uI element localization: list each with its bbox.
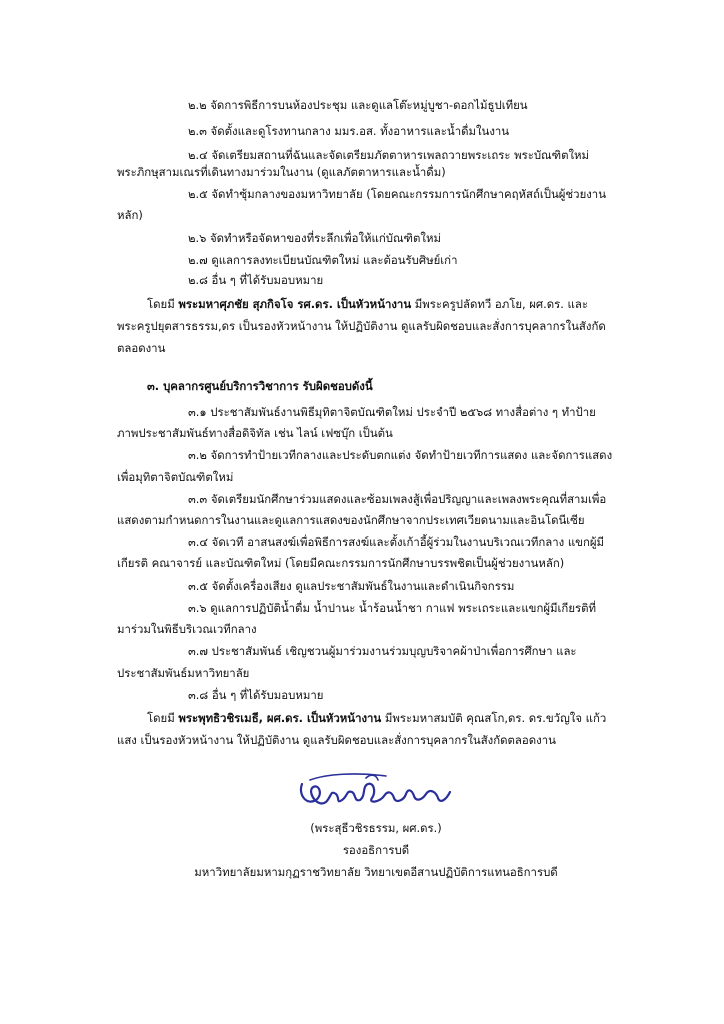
item-3-4-cont: เกียรติ คณาจารย์ และบัณฑิตใหม่ (โดยมีคณะกรรมการนักศึกษาบรรพชิตเป็นผู้ช่วยงานหลัก) xyxy=(117,556,565,570)
section2-lead-line2: พระครูปยุตสารธรรม,ดร เป็นรองหัวหน้างาน ให้ปฏิบัติงาน ดูแลรับผิดชอบและสั่งการบุคลากรในสังกัด xyxy=(117,319,606,333)
item-3-5: ๓.๕ จัดตั้งเครื่องเสียง ดูแลประชาสัมพันธ์ในงานและดำเนินกิจกรรม xyxy=(188,579,515,593)
section2-lead-rest: มีพระครูปลัดทวี อภโย, ผศ.ดร. และ xyxy=(411,297,588,311)
section3-lead-rest: มีพระมหาสมบัติ คุณสโก,ดร. ดร.ขวัญใจ แก้ว xyxy=(381,711,607,725)
item-2-6: ๒.๖ จัดทำหรือจัดหาของที่ระลึกเพื่อให้แก่บัณฑิตใหม่ xyxy=(188,231,441,245)
item-3-8: ๓.๘ อื่น ๆ ที่ได้รับมอบหมาย xyxy=(188,688,324,702)
item-2-3: ๒.๓ จัดตั้งและดูโรงทานกลาง มมร.อส. ทั้งอาหารและน้ำดื่มในงาน xyxy=(188,124,510,138)
signer-organization: มหาวิทยาลัยมหามกุฏราชวิทยาลัย วิทยาเขตอีสานปฏิบัติการแทนอธิการบดี xyxy=(194,865,558,879)
item-3-6: ๓.๖ ดูแลการปฏิบัติน้ำดื่ม น้ำปานะ น้ำร้อนน้ำชา กาแฟ พระเถระและแขกผู้มีเกียรติที่ xyxy=(188,601,597,615)
item-3-2: ๓.๒ จัดการทำป้ายเวทีกลางและประดับตกแต่ง จัดทำป้ายเวทีการแสดง และจัดการแสดง xyxy=(188,448,613,462)
item-3-1-cont: ภาพประชาสัมพันธ์ทางสื่อดิจิทัล เช่น ไลน์ เฟซบุ๊ก เป็นต้น xyxy=(117,426,393,440)
section2-head-name: พระมหาศุภชัย สุภกิจโจ รศ.ดร. เป็นหัวหน้างาน xyxy=(178,297,412,311)
signer-name: (พระสุธีวชิรธรรม, ผศ.ดร.) xyxy=(310,821,442,835)
item-3-2-cont: เพื่อมุทิตาจิตบัณฑิตใหม่ xyxy=(117,470,234,484)
item-2-4: ๒.๔ จัดเตรียมสถานที่ฉันและจัดเตรียมภัตตาหารเพลถวายพระเถระ พระบัณฑิตใหม่ xyxy=(188,148,590,162)
item-3-4: ๓.๔ จัดเวที อาสนสงฆ์เพื่อพิธีการสงฆ์และตั้งเก้าอี้ผู้ร่วมในงานบริเวณเวทีกลาง แขกผู้มี xyxy=(188,535,605,549)
item-2-4-cont: พระภิกษุสามเณรที่เดินทางมาร่วมในงาน (ดูแลภัตตาหารและน้ำดื่ม) xyxy=(117,165,446,179)
section3-lead xyxy=(147,710,606,726)
section2-lead xyxy=(147,296,588,312)
section3-lead-line2: แสง เป็นรองหัวหน้างาน ให้ปฏิบัติงาน ดูแลรับผิดชอบและสั่งการบุคลากรในสังกัดตลอดงาน xyxy=(117,733,556,747)
item-3-1: ๓.๑ ประชาสัมพันธ์งานพิธีมุทิตาจิตบัณฑิตใหม่ ประจำปี ๒๕๖๘ ทางสื่อต่าง ๆ ทำป้าย xyxy=(188,405,596,419)
item-2-8: ๒.๘ อื่น ๆ ที่ได้รับมอบหมาย xyxy=(188,273,324,287)
item-2-2: ๒.๒ จัดการพิธีการบนห้องประชุม และดูแลโต๊ะหมู่บูชา-ดอกไม้ธูปเทียน xyxy=(188,98,528,112)
section2-lead-line3: ตลอดงาน xyxy=(117,341,166,355)
item-3-7: ๓.๗ ประชาสัมพันธ์ เชิญชวนผู้มาร่วมงานร่วมบุญบริจาคผ้าป่าเพื่อการศึกษา และ xyxy=(188,644,577,658)
item-3-7-cont: ประชาสัมพันธ์มหาวิทยาลัย xyxy=(117,666,250,680)
section3-heading: ๓. บุคลากรศูนย์บริการวิชาการ รับผิดชอบดังนี้ xyxy=(147,379,373,393)
item-2-5-cont: หลัก) xyxy=(117,208,143,222)
handwritten-signature xyxy=(296,770,456,816)
item-3-6-cont: มาร่วมในพิธีบริเวณเวทีกลาง xyxy=(117,622,257,636)
item-3-3-cont: แสดงตามกำหนดการในงานและดูแลการแสดงของนักศึกษาจากประเทศเวียดนามและอินโดนีเซีย xyxy=(117,513,585,527)
item-3-3: ๓.๓ จัดเตรียมนักศึกษาร่วมแสดงและซ้อมเพลงสู้เพื่อปริญญาและเพลงพระคุณที่สามเพื่อ xyxy=(188,492,607,506)
section3-lead-prefix: โดยมี xyxy=(147,711,179,725)
item-2-5: ๒.๕ จัดทำซุ้มกลางของมหาวิทยาลัย (โดยคณะกรรมการนักศึกษาคฤหัสถ์เป็นผู้ช่วยงาน xyxy=(188,187,606,201)
signer-position: รองอธิการบดี xyxy=(342,843,410,857)
item-2-7: ๒.๗ ดูแลการลงทะเบียนบัณฑิตใหม่ และต้อนรับศิษย์เก่า xyxy=(188,253,458,267)
section2-lead-prefix: โดยมี xyxy=(147,297,179,311)
section3-head-name: พระพุทธิวชิรเมธี, ผศ.ดร. เป็นหัวหน้างาน xyxy=(178,711,382,725)
